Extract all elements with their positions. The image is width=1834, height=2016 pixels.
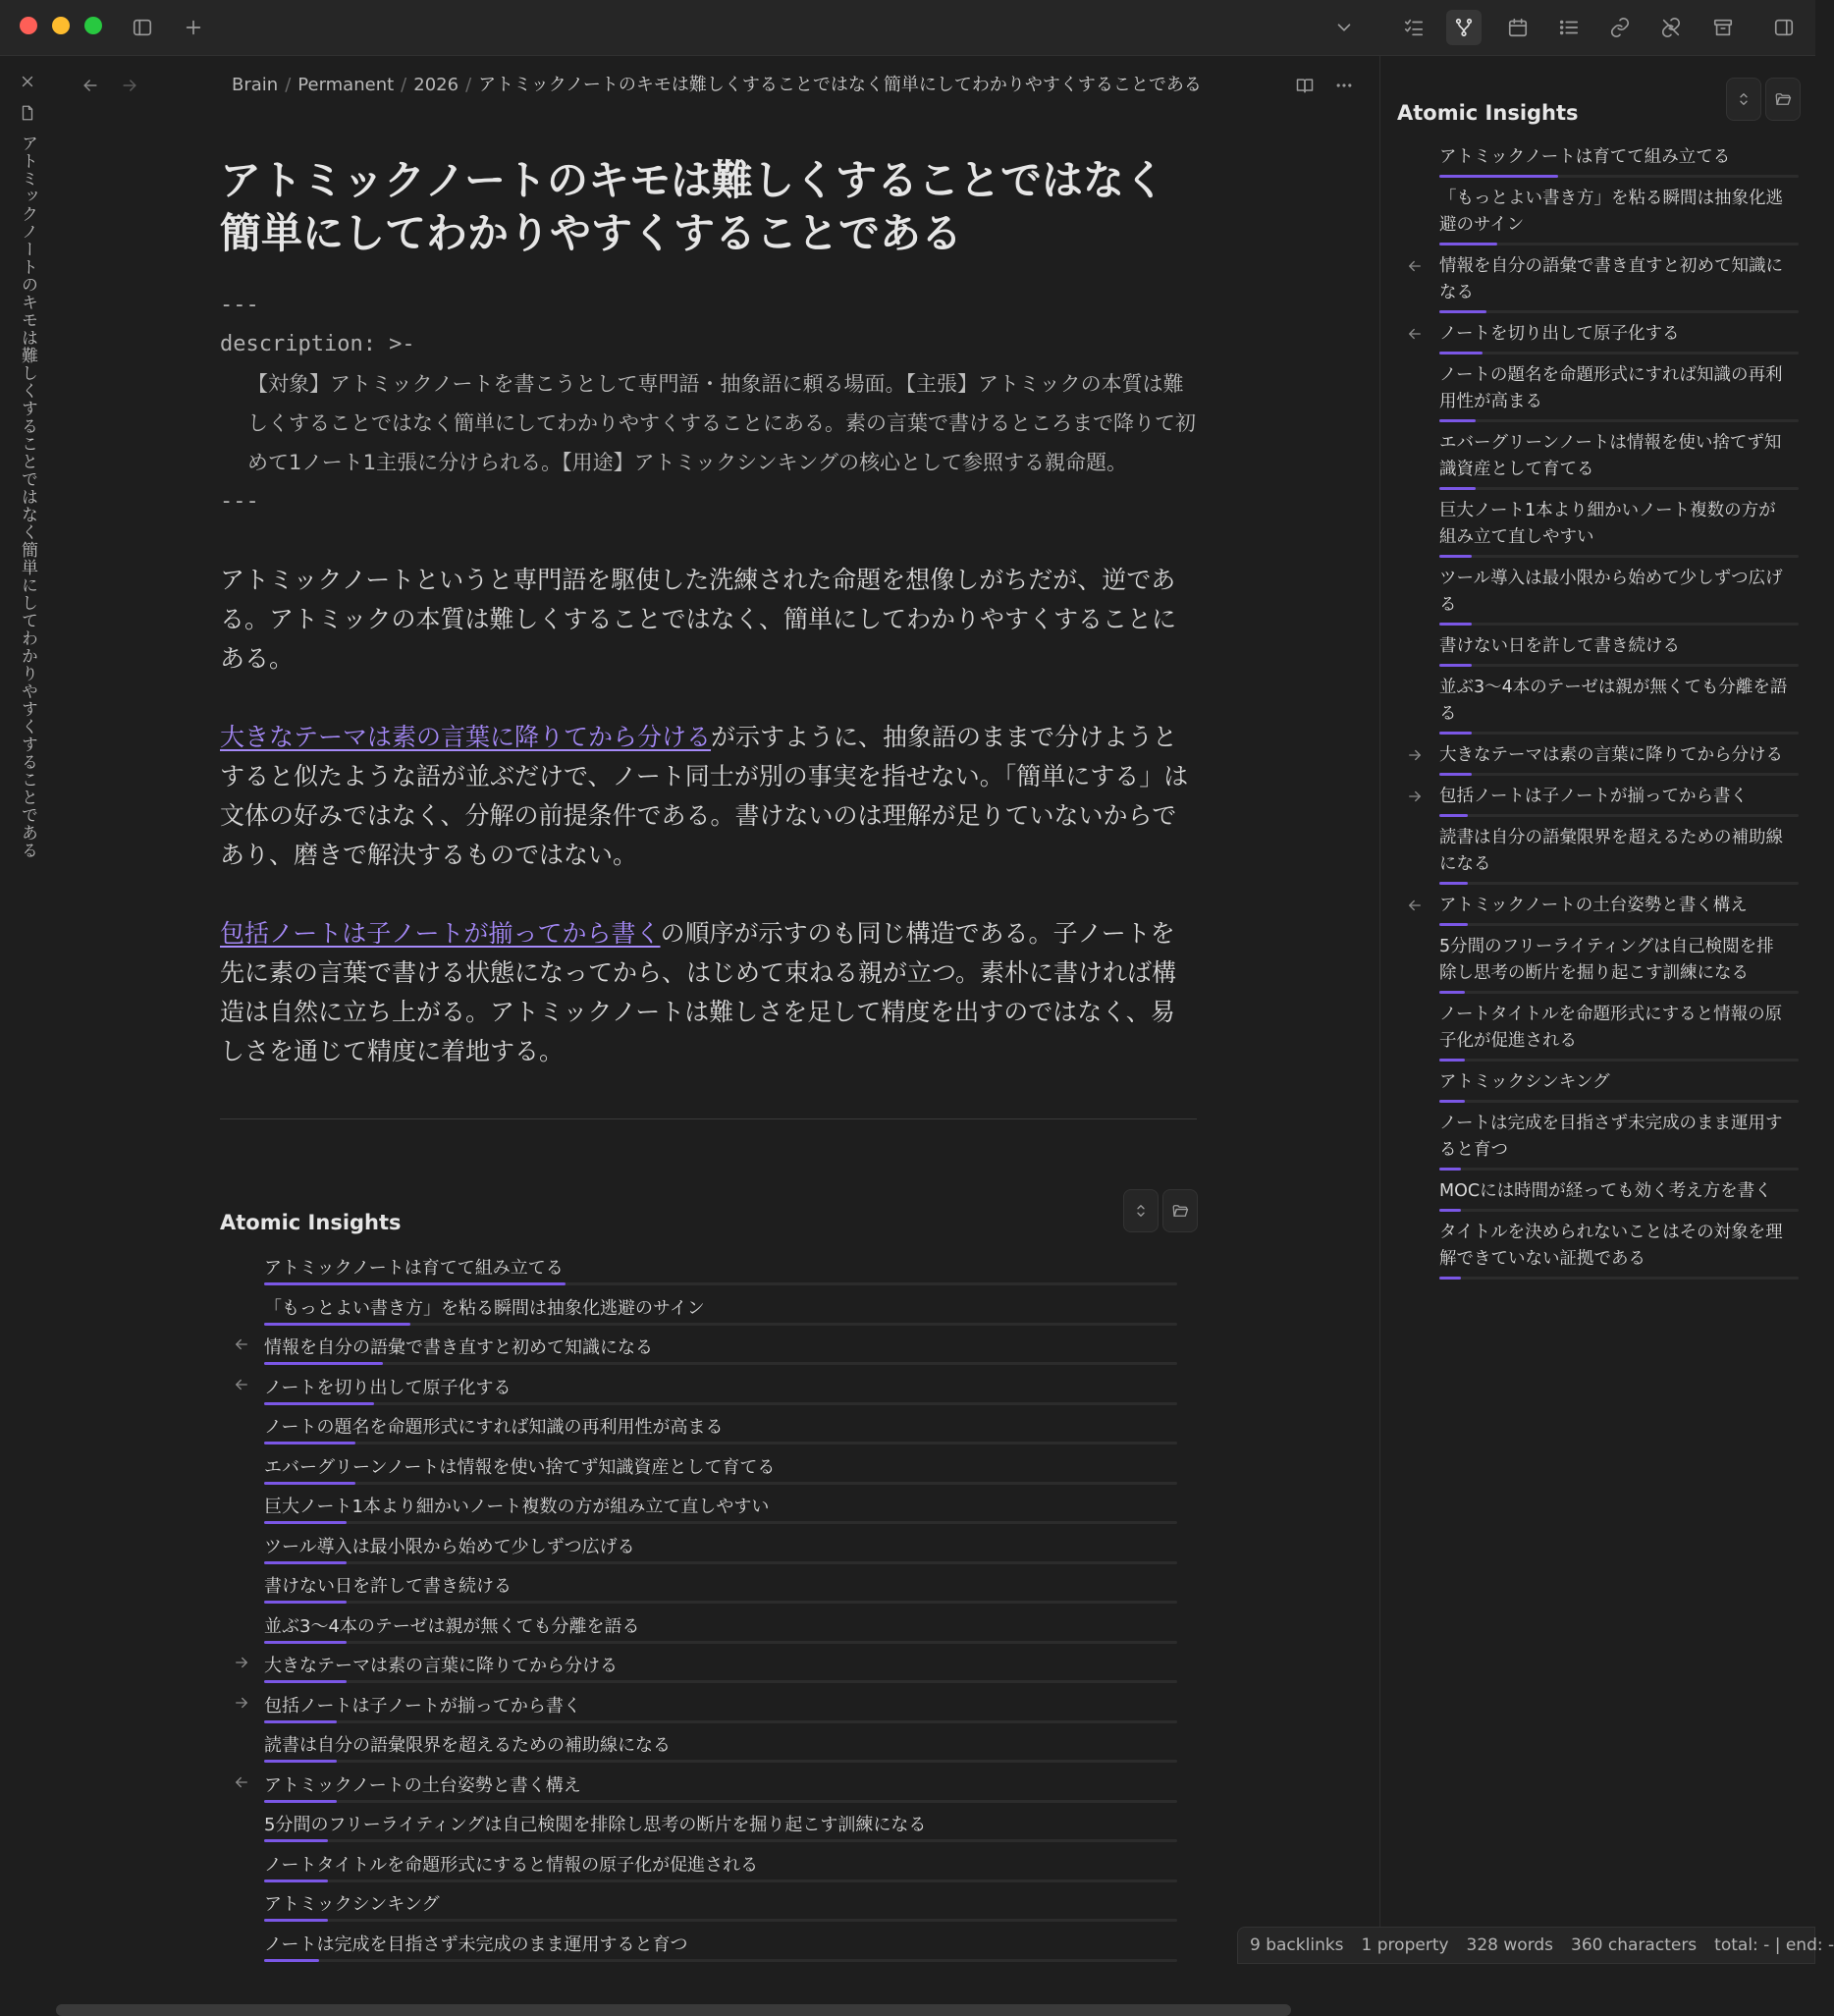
breadcrumb-item-permanent[interactable]: Permanent xyxy=(297,75,395,95)
outlink-arrow-right-icon xyxy=(1406,746,1426,766)
atomic-insight-item[interactable] xyxy=(220,1688,1177,1728)
right-atomic-insight-item-progress-track xyxy=(1439,664,1799,667)
back-arrow-icon[interactable] xyxy=(76,71,105,100)
right-atomic-insight-item[interactable] xyxy=(1396,1111,1799,1171)
frontmatter-description: 【対象】アトミックノートを書こうとして専門語・抽象語に頼る場面。【主張】アトミックの本質は難しくすることではなく簡単にしてわかりやすくすることにある。素の言葉で書けるところまで降りて初めて1ノート1主張に分けられる。【用途】アトミックシンキングの核心として参照する親命題。 xyxy=(247,372,1196,474)
atomic-insight-item[interactable] xyxy=(220,1648,1177,1688)
right-atomic-insight-item-label: 「もっとよい書き方」を粘る瞬間は抽象化逃避のサイン xyxy=(1439,189,1783,235)
atomic-insight-item-progress-track xyxy=(264,1641,1177,1644)
property-count[interactable]: 1 property xyxy=(1361,1935,1449,1955)
atomic-insight-item-label: ノートタイトルを命題形式にすると情報の原子化が促進される xyxy=(264,1854,759,1876)
atomic-insight-item-progress-track xyxy=(264,1442,1177,1444)
right-atomic-insight-item[interactable] xyxy=(1396,934,1799,994)
right-atomic-insight-item-progress-fill xyxy=(1439,419,1476,422)
folder-open-icon[interactable] xyxy=(1765,78,1801,121)
right-atomic-insight-item-progress-track xyxy=(1439,175,1799,178)
atomic-insight-item-progress-track xyxy=(264,1561,1177,1564)
note-title[interactable]: アトミックノートのキモは難しくすることではなく簡単にしてわかりやすくすることである xyxy=(220,156,1166,257)
expand-collapse-icon[interactable] xyxy=(1123,1189,1159,1232)
frontmatter-close: --- xyxy=(220,489,259,514)
atomic-insight-item[interactable] xyxy=(220,1409,1177,1449)
right-atomic-insight-item-progress-fill xyxy=(1439,1209,1461,1212)
right-atomic-insight-item-progress-fill xyxy=(1439,1059,1465,1062)
right-atomic-insight-item[interactable] xyxy=(1396,1002,1799,1062)
atomic-insight-item-label: 大きなテーマは素の言葉に降りてから分ける xyxy=(264,1656,618,1676)
atomic-insight-item-progress-track xyxy=(264,1402,1177,1405)
atomic-insight-item-label: 並ぶ3〜4本のテーゼは親が無くても分離を語る xyxy=(264,1615,640,1637)
internal-link-large-theme[interactable]: 大きなテーマは素の言葉に降りてから分ける xyxy=(220,723,712,751)
atomic-insight-item-progress-fill xyxy=(264,1561,347,1564)
atomic-insight-item-progress-fill xyxy=(264,1760,337,1763)
backlink-arrow-left-icon xyxy=(233,1335,252,1355)
atomic-insight-item-progress-track xyxy=(264,1800,1177,1803)
right-atomic-insight-item-label: アトミックノートの土台姿勢と書く構え xyxy=(1439,896,1748,915)
right-atomic-insight-item-progress-fill xyxy=(1439,773,1472,776)
right-atomic-insight-item-label: ノートタイトルを命題形式にすると情報の原子化が促進される xyxy=(1439,1005,1783,1051)
right-atomic-insight-item[interactable] xyxy=(1396,1220,1799,1280)
right-atomic-insight-item-progress-track xyxy=(1439,1277,1799,1280)
right-sidebar-toggle-icon[interactable] xyxy=(1769,13,1799,42)
paragraph-3 xyxy=(220,914,1197,1071)
right-atomic-insight-item-progress-fill xyxy=(1439,814,1468,817)
forward-arrow-icon[interactable] xyxy=(115,71,144,100)
atomic-insight-item-progress-fill xyxy=(264,1521,347,1524)
right-atomic-insight-item-progress-track xyxy=(1439,991,1799,994)
backlinks-count[interactable]: 9 backlinks xyxy=(1250,1935,1344,1955)
internal-link-umbrella-note[interactable]: 包括ノートは子ノートが揃ってから書く xyxy=(220,919,661,948)
atomic-insight-item-progress-track xyxy=(264,1601,1177,1604)
folder-open-icon[interactable] xyxy=(1162,1189,1198,1232)
breadcrumb-separator: / xyxy=(401,75,407,95)
right-atomic-insight-item-progress-track xyxy=(1439,1100,1799,1103)
right-atomic-insight-item-progress-track xyxy=(1439,814,1799,817)
outlink-arrow-right-icon xyxy=(233,1654,252,1673)
atomic-insights-list xyxy=(220,1250,1177,1966)
right-atomic-insight-item[interactable] xyxy=(1396,498,1799,558)
atomic-insight-item-label: ノートは完成を目指さず未完成のまま運用すると育つ xyxy=(264,1934,688,1955)
backlink-arrow-left-icon xyxy=(1406,325,1426,345)
atomic-insight-item-progress-fill xyxy=(264,1839,328,1842)
atomic-insight-item[interactable] xyxy=(220,1449,1177,1490)
minimize-window-button[interactable] xyxy=(52,17,70,34)
right-atomic-insight-item-progress-track xyxy=(1439,310,1799,313)
right-atomic-insight-item-progress-track xyxy=(1439,732,1799,735)
new-tab-plus-icon[interactable] xyxy=(179,13,208,42)
atomic-insight-item-progress-fill xyxy=(264,1880,328,1882)
reading-view-book-icon[interactable] xyxy=(1290,71,1320,100)
calendar-icon[interactable] xyxy=(1503,13,1533,42)
divider xyxy=(220,1118,1197,1119)
atomic-insight-item[interactable] xyxy=(220,1290,1177,1331)
word-count: 328 words xyxy=(1466,1935,1554,1955)
right-atomic-insight-item-progress-track xyxy=(1439,419,1799,422)
right-atomic-insight-item[interactable] xyxy=(1396,430,1799,490)
right-atomic-insight-item-progress-fill xyxy=(1439,923,1468,926)
atomic-insight-item[interactable] xyxy=(220,1927,1177,1967)
atomic-insight-item-label: エバーグリーンノートは情報を使い捨てず知識資産として育てる xyxy=(264,1456,776,1478)
file-icon xyxy=(14,99,41,127)
more-options-icon[interactable] xyxy=(1329,71,1359,100)
atomic-insight-item-progress-fill xyxy=(264,1641,347,1644)
right-atomic-insight-item[interactable] xyxy=(1396,362,1799,422)
atomic-insight-item-label: アトミックノートの土台姿勢と書く構え xyxy=(264,1774,581,1796)
right-atomic-insight-item-progress-track xyxy=(1439,243,1799,245)
atomic-insight-item-progress-fill xyxy=(264,1402,374,1405)
atomic-insight-item-progress-track xyxy=(264,1362,1177,1365)
atomic-insight-item-label: ノートを切り出して原子化する xyxy=(264,1377,512,1398)
right-atomic-insight-item-progress-fill xyxy=(1439,310,1486,313)
atomic-insight-item[interactable] xyxy=(220,1886,1177,1927)
atomic-insight-item-label: 巨大ノート1本より細かいノート複数の方が組み立て直しやすい xyxy=(264,1497,770,1517)
backlink-arrow-left-icon xyxy=(1406,897,1426,916)
breadcrumb-separator: / xyxy=(465,75,472,95)
atomic-insight-item-progress-fill xyxy=(264,1601,347,1604)
atomic-insight-item-label: 情報を自分の語彙で書き直すと初めて知識になる xyxy=(264,1337,653,1358)
chevron-down-icon[interactable] xyxy=(1329,13,1359,42)
right-atomic-insight-item-label: アトミックノートは育てて組み立てる xyxy=(1439,147,1731,167)
atomic-insight-item[interactable] xyxy=(220,1768,1177,1808)
right-atomic-insight-item-progress-fill xyxy=(1439,664,1472,667)
atomic-insight-item-progress-track xyxy=(264,1482,1177,1485)
right-atomic-insight-item-progress-fill xyxy=(1439,352,1483,354)
zoom-window-button[interactable] xyxy=(84,17,102,34)
right-atomic-insight-item-label: アトミックシンキング xyxy=(1439,1072,1610,1092)
atomic-insight-item-label: 読書は自分の語彙限界を超えるための補助線になる xyxy=(264,1735,671,1756)
frontmatter-key: description: >- xyxy=(220,332,415,356)
paragraph-2 xyxy=(220,718,1197,875)
right-atomic-insight-item[interactable] xyxy=(1396,633,1799,667)
backlink-arrow-left-icon xyxy=(233,1376,252,1395)
outlink-arrow-right-icon xyxy=(233,1694,252,1714)
sidebar-toggle-icon[interactable] xyxy=(128,13,157,42)
atomic-insight-item-label: アトミックノートは育てて組み立てる xyxy=(264,1258,564,1279)
atomic-insight-item-progress-track xyxy=(264,1680,1177,1683)
atomic-insight-item-progress-track xyxy=(264,1521,1177,1524)
checklist-icon[interactable] xyxy=(1399,13,1429,42)
right-atomic-insight-item-progress-fill xyxy=(1439,1277,1461,1280)
atomic-insight-item[interactable] xyxy=(220,1727,1177,1768)
right-atomic-insights-list xyxy=(1396,144,1799,1287)
atomic-insight-item[interactable] xyxy=(220,1489,1177,1529)
atomic-insight-item-progress-fill xyxy=(264,1680,347,1683)
atomic-insight-item[interactable] xyxy=(220,1807,1177,1847)
right-atomic-insight-item-label: ツール導入は最小限から始めて少しずつ広げる xyxy=(1439,569,1783,615)
graph-fork-icon[interactable] xyxy=(1446,10,1482,45)
atomic-insight-item-label: アトミックシンキング xyxy=(264,1894,440,1915)
right-atomic-insight-item-progress-fill xyxy=(1439,1100,1465,1103)
right-atomic-insight-item-progress-track xyxy=(1439,1209,1799,1212)
right-atomic-insight-item-label: 巨大ノート1本より細かいノート複数の方が組み立て直しやすい xyxy=(1439,501,1776,547)
atomic-insight-item-progress-fill xyxy=(264,1800,337,1803)
character-count: 360 characters xyxy=(1571,1935,1698,1955)
right-atomic-insight-item-label: 並ぶ3〜4本のテーゼは親が無くても分離を語る xyxy=(1439,678,1788,724)
right-atomic-insight-item-label: 書けない日を許して書き続ける xyxy=(1439,636,1680,656)
right-atomic-insight-item-label: 読書は自分の語彙限界を超えるための補助線になる xyxy=(1439,828,1783,874)
expand-collapse-icon[interactable] xyxy=(1726,78,1761,121)
list-icon[interactable] xyxy=(1554,13,1584,42)
atomic-insight-item[interactable] xyxy=(220,1529,1177,1569)
close-tab-icon[interactable] xyxy=(14,68,41,95)
atomic-insight-item-progress-track xyxy=(264,1282,1177,1285)
right-atomic-insight-item[interactable] xyxy=(1396,321,1799,354)
paragraph-1: アトミックノートというと専門語を駆使した洗練された命題を想像しがちだが、逆である。アトミックの本質は難しくすることではなく、簡単にしてわかりやすくすることにある。 xyxy=(220,566,1177,673)
atomic-insight-item[interactable] xyxy=(220,1568,1177,1608)
atomic-insight-item-progress-fill xyxy=(264,1282,566,1285)
right-atomic-insight-item-progress-track xyxy=(1439,623,1799,626)
atomic-insight-item-progress-track xyxy=(264,1959,1177,1962)
atomic-insight-item-progress-fill xyxy=(264,1362,383,1365)
atomic-insight-item-progress-track xyxy=(264,1880,1177,1882)
atomic-insight-item[interactable] xyxy=(220,1608,1177,1649)
frontmatter[interactable] xyxy=(220,286,1197,521)
right-atomic-insight-item[interactable] xyxy=(1396,893,1799,926)
right-atomic-insight-item[interactable] xyxy=(1396,825,1799,885)
outlink-arrow-right-icon xyxy=(1406,788,1426,807)
right-atomic-insight-item-progress-fill xyxy=(1439,175,1558,178)
right-atomic-insight-item-label: 情報を自分の語彙で書き直すと初めて知識になる xyxy=(1439,256,1783,302)
right-atomic-insight-item[interactable] xyxy=(1396,253,1799,313)
right-atomic-insight-item-label: ノートは完成を目指さず未完成のまま運用すると育つ xyxy=(1439,1114,1783,1160)
note-content[interactable] xyxy=(220,154,1197,1119)
atomic-insights-heading: Atomic Insights xyxy=(220,1211,402,1234)
horizontal-scrollbar[interactable] xyxy=(56,2004,1291,2016)
right-atomic-insight-item[interactable] xyxy=(1396,566,1799,626)
atomic-insight-item[interactable] xyxy=(220,1370,1177,1410)
atomic-insight-item-progress-track xyxy=(264,1839,1177,1842)
right-atomic-insight-item[interactable] xyxy=(1396,1069,1799,1103)
right-atomic-insight-item-label: ノートの題名を命題形式にすれば知識の再利用性が高まる xyxy=(1439,365,1783,411)
window-titlebar xyxy=(0,0,1815,56)
breadcrumb-item-brain[interactable]: Brain xyxy=(232,75,279,95)
close-window-button[interactable] xyxy=(20,17,37,34)
right-atomic-insight-item[interactable] xyxy=(1396,186,1799,245)
right-atomic-insights-heading: Atomic Insights xyxy=(1397,101,1579,125)
breadcrumb-separator: / xyxy=(285,75,292,95)
right-atomic-insight-item-progress-track xyxy=(1439,923,1799,926)
atomic-insight-item[interactable] xyxy=(220,1847,1177,1887)
right-atomic-insight-item-progress-track xyxy=(1439,487,1799,490)
right-atomic-insight-item-progress-track xyxy=(1439,352,1799,354)
atomic-insight-item-label: 包括ノートは子ノートが揃ってから書く xyxy=(264,1695,581,1716)
right-atomic-insight-item-progress-fill xyxy=(1439,991,1465,994)
right-atomic-insight-item[interactable] xyxy=(1396,1178,1799,1212)
right-atomic-insight-item-progress-fill xyxy=(1439,1168,1461,1171)
paragraph-3-text: の順序が示すのも同じ構造である。子ノートを先に素の言葉で書ける状態になってから、はじめて束ねる親が立つ。素朴に書ければ構造は自然に立ち上がる。アトミックノートは難しさを足して精度を出すのではなく、易しさを通じて精度に着地する。 xyxy=(220,919,1177,1065)
atomic-insight-item-progress-fill xyxy=(264,1482,355,1485)
atomic-insight-item-label: ツール導入は最小限から始めて少しずつ広げる xyxy=(264,1536,635,1557)
editor-pane xyxy=(56,56,1379,1964)
frontmatter-open: --- xyxy=(220,293,259,317)
right-atomic-insight-item-label: 大きなテーマは素の言葉に降りてから分ける xyxy=(1439,745,1783,765)
right-atomic-insight-item-progress-fill xyxy=(1439,487,1476,490)
backlink-arrow-left-icon xyxy=(1406,257,1426,277)
right-atomic-insight-item[interactable] xyxy=(1396,675,1799,735)
left-tab-strip xyxy=(0,56,55,1964)
right-atomic-insight-item-progress-track xyxy=(1439,882,1799,885)
right-atomic-insight-item-progress-track xyxy=(1439,773,1799,776)
vertical-tab-title[interactable]: アトミックノートのキモは難しくすることではなく簡単にしてわかりやすくすることである xyxy=(18,135,37,859)
right-atomic-insight-item-label: 包括ノートは子ノートが揃ってから書く xyxy=(1439,787,1748,806)
right-atomic-insight-item-progress-track xyxy=(1439,1059,1799,1062)
right-atomic-insight-item-progress-fill xyxy=(1439,732,1472,735)
breadcrumb xyxy=(232,70,1202,101)
right-atomic-insight-item-progress-fill xyxy=(1439,243,1497,245)
right-atomic-insight-item-label: 5分間のフリーライティングは自己検閲を排除し思考の断片を掘り起こす訓練になる xyxy=(1439,937,1774,983)
right-atomic-insight-item-label: ノートを切り出して原子化する xyxy=(1439,324,1680,344)
status-bar xyxy=(1237,1927,1834,1964)
right-atomic-insight-item-progress-fill xyxy=(1439,555,1472,558)
breadcrumb-item-2026[interactable]: 2026 xyxy=(413,75,459,95)
atomic-insight-item-label: ノートの題名を命題形式にすれば知識の再利用性が高まる xyxy=(264,1417,724,1438)
right-atomic-insight-item-label: MOCには時間が経っても効く考え方を書く xyxy=(1439,1181,1772,1201)
atomic-insight-item-progress-track xyxy=(264,1760,1177,1763)
atomic-insight-item-progress-track xyxy=(264,1919,1177,1922)
atomic-insight-item-progress-fill xyxy=(264,1323,410,1326)
atomic-insight-item-progress-fill xyxy=(264,1959,319,1962)
atomic-insight-item-label: 5分間のフリーライティングは自己検閲を排除し思考の断片を掘り起こす訓練になる xyxy=(264,1815,927,1835)
paragraph-2-text: が示すように、抽象語のままで分けようとすると似たような語が並ぶだけで、ノート同士が別の事実を指せない。「簡単にする」は文体の好みではなく、分解の前提条件である。書けないのは理解が足りていないからであり、磨きで解決するものではない。 xyxy=(220,723,1189,869)
right-atomic-insight-item[interactable] xyxy=(1396,144,1799,178)
unlink-icon[interactable] xyxy=(1656,13,1686,42)
link-icon[interactable] xyxy=(1605,13,1635,42)
right-atomic-insight-item-progress-track xyxy=(1439,555,1799,558)
right-atomic-insight-item-label: エバーグリーンノートは情報を使い捨てず知識資産として育てる xyxy=(1439,433,1782,479)
right-atomic-insight-item-label: タイトルを決められないことはその対象を理解できていない証拠である xyxy=(1439,1223,1783,1269)
atomic-insight-item[interactable] xyxy=(220,1250,1177,1290)
right-atomic-insight-item[interactable] xyxy=(1396,742,1799,776)
atomic-insight-item-progress-track xyxy=(264,1323,1177,1326)
atomic-insight-item-progress-fill xyxy=(264,1720,337,1723)
atomic-insight-item-progress-fill xyxy=(264,1919,328,1922)
right-atomic-insight-item-progress-fill xyxy=(1439,882,1468,885)
status-extra: total: - | end: - xyxy=(1714,1935,1834,1955)
breadcrumb-current[interactable]: アトミックノートのキモは難しくすることではなく簡単にしてわかりやすくすることである xyxy=(478,75,1202,95)
archive-icon[interactable] xyxy=(1708,13,1738,42)
right-atomic-insight-item-progress-fill xyxy=(1439,623,1472,626)
atomic-insight-item-progress-fill xyxy=(264,1442,355,1444)
right-atomic-insight-item[interactable] xyxy=(1396,784,1799,817)
backlink-arrow-left-icon xyxy=(233,1773,252,1793)
atomic-insight-item[interactable] xyxy=(220,1330,1177,1370)
atomic-insight-item-label: 「もっとよい書き方」を粘る瞬間は抽象化逃避のサイン xyxy=(264,1297,705,1319)
right-sidebar xyxy=(1379,56,1816,1964)
atomic-insight-item-label: 書けない日を許して書き続ける xyxy=(264,1576,512,1597)
right-atomic-insight-item-progress-track xyxy=(1439,1168,1799,1171)
atomic-insight-item-progress-track xyxy=(264,1720,1177,1723)
